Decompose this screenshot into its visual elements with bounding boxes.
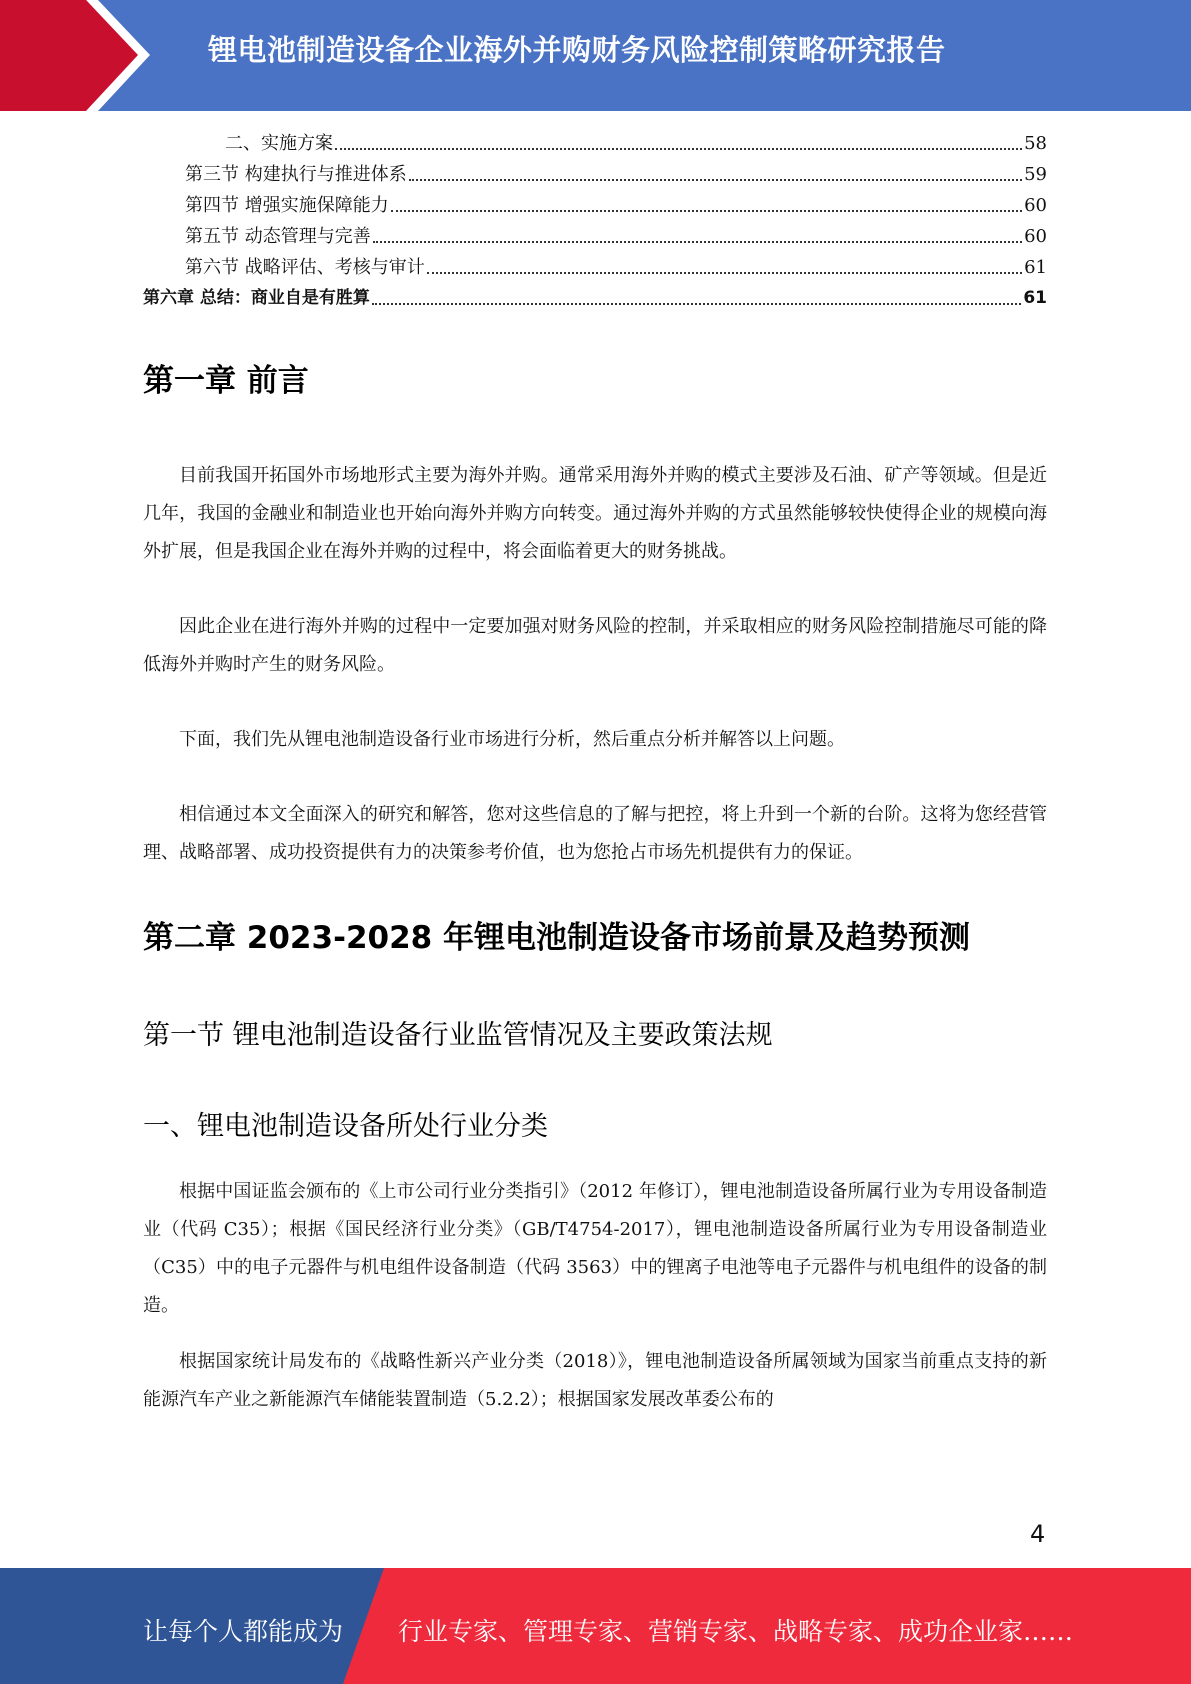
toc-entry-page: 61 [1023, 288, 1047, 308]
toc-leader-dots [335, 148, 1022, 150]
toc-leader-dots [373, 241, 1022, 243]
toc-entry[interactable] [143, 128, 1047, 159]
section-heading: 第一节 锂电池制造设备行业监管情况及主要政策法规 [143, 1020, 773, 1051]
page-number: 4 [1030, 1520, 1046, 1548]
page-header [0, 0, 1191, 111]
chapter-heading: 第二章 2023-2028 年锂电池制造设备市场前景及趋势预测 [143, 920, 971, 956]
toc-entry-page: 60 [1024, 226, 1047, 247]
toc-entry-label: 第六章 总结：商业自是有胜算 [143, 288, 370, 308]
document-body [143, 355, 1047, 1419]
toc-entry-page: 58 [1024, 133, 1047, 154]
toc-entry-label: 第五节 动态管理与完善 [185, 226, 371, 247]
toc-leader-dots [391, 210, 1022, 212]
table-of-contents [143, 128, 1047, 314]
page-footer [0, 1568, 1191, 1684]
body-paragraph: 根据中国证监会颁布的《上市公司行业分类指引》（2012 年修订），锂电池制造设备所属行业为专用设备制造业（代码 C35）；根据《国民经济行业分类》（GB/T4754-2017），锂电池制造设备所属行业为专用设备制造业（C35）中的电子元器件与机电组件设备制造（代码 3563）中的锂离子电池等电子元器件与机电组件的设备的制造。 [143, 1181, 1047, 1316]
toc-entry-page: 59 [1024, 164, 1047, 185]
toc-entry[interactable] [143, 221, 1047, 252]
chapter-heading: 第一章 前言 [143, 363, 309, 399]
toc-entry-label: 第三节 构建执行与推进体系 [185, 164, 407, 185]
toc-entry-label: 二、实施方案 [225, 133, 333, 154]
body-paragraph: 下面，我们先从锂电池制造设备行业市场进行分析，然后重点分析并解答以上问题。 [179, 729, 845, 750]
toc-leader-dots [409, 179, 1022, 181]
report-title: 锂电池制造设备企业海外并购财务风险控制策略研究报告 [208, 33, 946, 67]
footer-slogan-right: 行业专家、管理专家、营销专家、战略专家、成功企业家…… [398, 1617, 1074, 1646]
footer-slogan-left: 让每个人都能成为 [143, 1617, 344, 1646]
body-paragraph: 相信通过本文全面深入的研究和解答，您对这些信息的了解与把控，将上升到一个新的台阶。这将为您经营管理、战略部署、成功投资提供有力的决策参考价值，也为您抢占市场先机提供有力的保证。 [143, 804, 1047, 863]
toc-leader-dots [427, 272, 1022, 274]
toc-entry[interactable] [143, 159, 1047, 190]
body-paragraph: 目前我国开拓国外市场地形式主要为海外并购。通常采用海外并购的模式主要涉及石油、矿产等领域。但是近几年，我国的金融业和制造业也开始向海外并购方向转变。通过海外并购的方式虽然能够较快使得企业的规模向海外扩展，但是我国企业在海外并购的过程中，将会面临着更大的财务挑战。 [143, 465, 1047, 562]
toc-entry-page: 60 [1024, 195, 1047, 216]
toc-leader-dots [372, 303, 1021, 305]
toc-entry[interactable] [143, 190, 1047, 221]
toc-entry-page: 61 [1024, 257, 1047, 278]
toc-entry[interactable] [143, 252, 1047, 283]
body-paragraph: 根据国家统计局发布的《战略性新兴产业分类（2018）》，锂电池制造设备所属领域为国家当前重点支持的新能源汽车产业之新能源汽车储能装置制造（5.2.2）；根据国家发展改革委公布的 [143, 1351, 1047, 1410]
toc-entry-label: 第六节 战略评估、考核与审计 [185, 257, 425, 278]
toc-entry-label: 第四节 增强实施保障能力 [185, 195, 389, 216]
subsection-heading: 一、锂电池制造设备所处行业分类 [143, 1111, 548, 1142]
body-paragraph: 因此企业在进行海外并购的过程中一定要加强对财务风险的控制，并采取相应的财务风险控制措施尽可能的降低海外并购时产生的财务风险。 [143, 616, 1047, 675]
toc-entry-chapter[interactable] [143, 283, 1047, 314]
